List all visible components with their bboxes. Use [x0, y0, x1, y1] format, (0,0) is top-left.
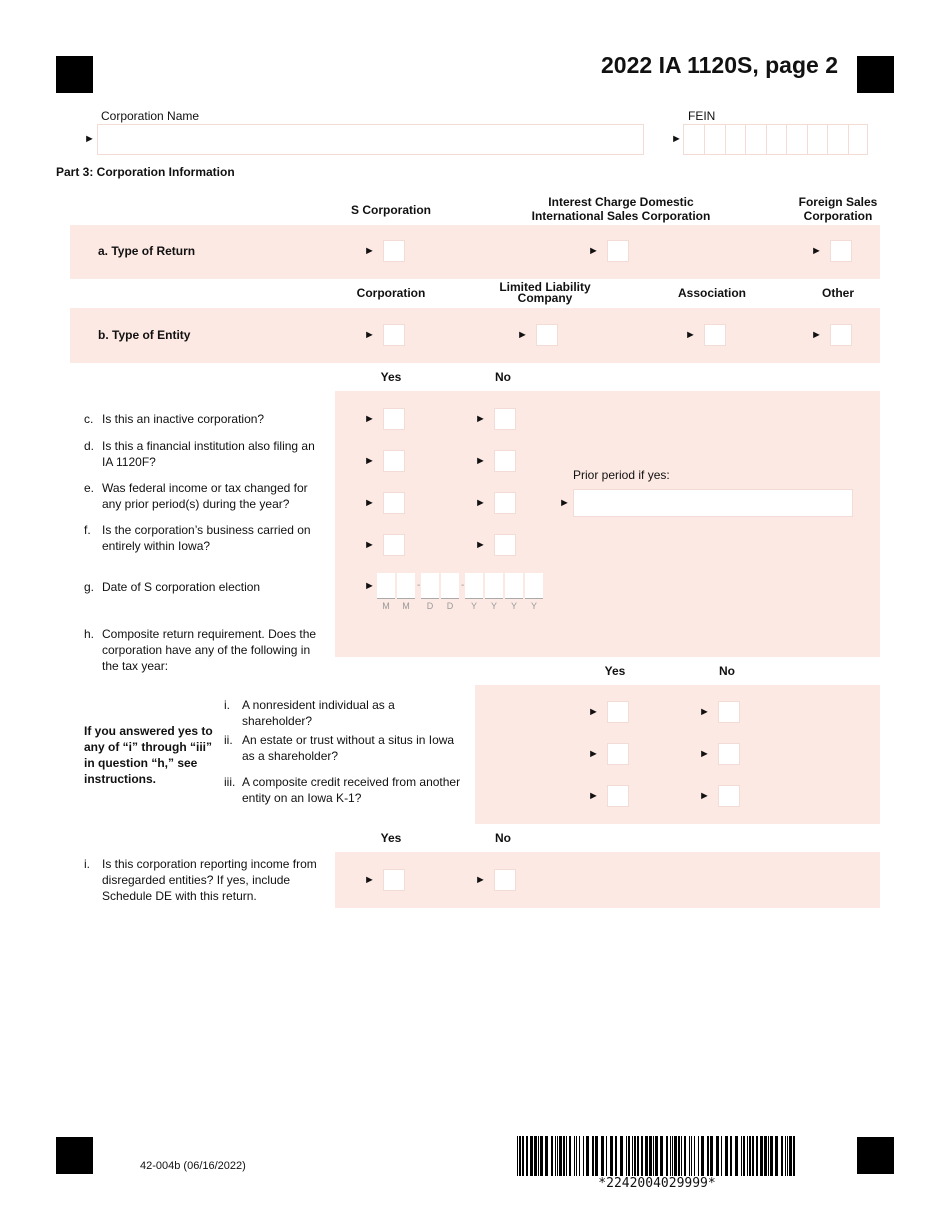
question-d-yes-checkbox[interactable] — [383, 450, 405, 472]
question-f-text: Is the corporation’s business carried on entirely within Iowa? — [102, 523, 311, 553]
arrow-icon: ► — [364, 874, 375, 886]
other-checkbox[interactable] — [830, 324, 852, 346]
question-c-text: Is this an inactive corporation? — [102, 412, 265, 426]
ic-disc-checkbox[interactable] — [607, 240, 629, 262]
question-e-text: Was federal income or tax changed for any prior period(s) during the year? — [102, 481, 308, 511]
composite-ii-no-checkbox[interactable] — [718, 743, 740, 765]
yes-header: Yes — [380, 831, 402, 845]
barcode-icon — [517, 1136, 797, 1176]
header-other: Other — [821, 286, 854, 300]
arrow-icon: ► — [364, 413, 375, 425]
date-digit-cell[interactable] — [441, 573, 459, 599]
corporation-name-input[interactable] — [97, 124, 644, 155]
question-e-number: e. — [84, 481, 95, 495]
foreign-sales-corporation-checkbox[interactable] — [830, 240, 852, 262]
composite-i-text: A nonresident individual as a shareholder? — [242, 698, 395, 728]
question-g-number: g. — [84, 580, 95, 594]
arrow-icon: ► — [811, 329, 822, 341]
date-digit-cell[interactable] — [485, 573, 503, 599]
registration-mark-top-left — [56, 56, 93, 93]
arrow-icon: ► — [671, 133, 682, 145]
question-d-text: Is this a financial institution also filing an IA 1120F? — [102, 439, 315, 469]
arrow-icon: ► — [84, 133, 95, 145]
date-digit-cell[interactable] — [505, 573, 523, 599]
arrow-icon: ► — [475, 413, 486, 425]
arrow-icon: ► — [685, 329, 696, 341]
question-f-no-checkbox[interactable] — [494, 534, 516, 556]
header-ic-disc: Interest Charge Domestic International Sales Corporation — [531, 195, 711, 223]
question-f-number: f. — [84, 523, 91, 537]
question-d-no-checkbox[interactable] — [494, 450, 516, 472]
composite-i-no-checkbox[interactable] — [718, 701, 740, 723]
question-i-yes-checkbox[interactable] — [383, 869, 405, 891]
page-title: 2022 IA 1120S, page 2 — [601, 52, 838, 78]
form-number: 42-004b (06/16/2022) — [140, 1160, 246, 1172]
composite-instructions-note: If you answered yes to any of “i” through “iii” in question “h,” see instructions. — [84, 724, 213, 786]
composite-iii-text: A composite credit received from another entity on an Iowa K-1? — [242, 775, 461, 805]
composite-ii-yes-checkbox[interactable] — [607, 743, 629, 765]
date-digit-cell[interactable] — [397, 573, 415, 599]
question-g-text: Date of S corporation election — [102, 580, 261, 594]
arrow-icon: ► — [811, 245, 822, 257]
composite-iii-number: iii. — [224, 775, 236, 789]
composite-i-number: i. — [224, 698, 230, 712]
type-of-entity-band — [70, 308, 880, 363]
question-e-no-checkbox[interactable] — [494, 492, 516, 514]
registration-mark-bottom-left — [56, 1137, 93, 1174]
arrow-icon: ► — [364, 329, 375, 341]
arrow-icon: ► — [517, 329, 528, 341]
fein-input[interactable] — [683, 124, 868, 155]
arrow-icon: ► — [699, 706, 710, 718]
question-e-yes-checkbox[interactable] — [383, 492, 405, 514]
arrow-icon: ► — [699, 748, 710, 760]
question-i-number: i. — [84, 857, 90, 871]
header-foreign-sales-corporation: Foreign Sales Corporation — [798, 195, 878, 223]
yes-header: Yes — [380, 370, 402, 384]
registration-mark-bottom-right — [857, 1137, 894, 1174]
arrow-icon: ► — [699, 790, 710, 802]
header-llc: Limited Liability Company — [499, 280, 591, 305]
arrow-icon: ► — [588, 706, 599, 718]
header-association: Association — [677, 286, 746, 300]
date-placeholder-year: Y — [470, 601, 477, 611]
composite-yes-header: Yes — [604, 664, 626, 678]
composite-i-yes-checkbox[interactable] — [607, 701, 629, 723]
composite-ii-text: An estate or trust without a situs in Iowa as a shareholder? — [242, 733, 455, 763]
no-header: No — [495, 370, 511, 384]
corporation-name-label: Corporation Name — [101, 109, 200, 123]
arrow-icon: ► — [475, 455, 486, 467]
composite-no-header: No — [719, 664, 735, 678]
arrow-icon: ► — [475, 874, 486, 886]
arrow-icon: ► — [364, 539, 375, 551]
question-f-yes-checkbox[interactable] — [383, 534, 405, 556]
header-s-corporation: S Corporation — [351, 203, 431, 217]
date-placeholder-month: M — [402, 601, 410, 611]
arrow-icon: ► — [475, 497, 486, 509]
arrow-icon: ► — [588, 245, 599, 257]
arrow-icon: ► — [364, 455, 375, 467]
date-digit-cell[interactable] — [421, 573, 439, 599]
corporation-checkbox[interactable] — [383, 324, 405, 346]
question-d-number: d. — [84, 439, 95, 453]
question-c-no-checkbox[interactable] — [494, 408, 516, 430]
date-placeholder-year: Y — [530, 601, 537, 611]
composite-iii-no-checkbox[interactable] — [718, 785, 740, 807]
prior-period-label: Prior period if yes: — [573, 468, 670, 482]
header-corporation: Corporation — [356, 286, 426, 300]
date-separator: - — [461, 580, 465, 591]
date-digit-cell[interactable] — [525, 573, 543, 599]
llc-checkbox[interactable] — [536, 324, 558, 346]
registration-mark-top-right — [857, 56, 894, 93]
date-digit-cell[interactable] — [377, 573, 395, 599]
no-header: No — [495, 831, 511, 845]
composite-iii-yes-checkbox[interactable] — [607, 785, 629, 807]
arrow-icon: ► — [588, 790, 599, 802]
barcode-text: *2242004029999* — [598, 1176, 716, 1191]
questions-band — [335, 391, 880, 657]
arrow-icon: ► — [364, 245, 375, 257]
composite-ii-number: ii. — [224, 733, 233, 747]
s-corporation-checkbox[interactable] — [383, 240, 405, 262]
fein-label: FEIN — [688, 109, 716, 123]
arrow-icon: ► — [588, 748, 599, 760]
type-of-entity-label: b. Type of Entity — [98, 328, 191, 342]
association-checkbox[interactable] — [704, 324, 726, 346]
date-separator: - — [417, 580, 421, 591]
arrow-icon: ► — [364, 580, 375, 592]
arrow-icon: ► — [559, 497, 570, 509]
date-placeholder-day: D — [426, 601, 434, 611]
arrow-icon: ► — [364, 497, 375, 509]
date-placeholder-year: Y — [490, 601, 497, 611]
question-i-text: Is this corporation reporting income from disregarded entities? If yes, include Schedule DE with this return. — [102, 857, 317, 903]
date-digit-cell[interactable] — [465, 573, 483, 599]
question-h-text: Composite return requirement. Does the corporation have any of the following in the tax year: — [102, 627, 317, 673]
type-of-return-label: a. Type of Return — [98, 244, 196, 258]
question-h-number: h. — [84, 627, 95, 641]
date-placeholder-year: Y — [510, 601, 517, 611]
question-c-yes-checkbox[interactable] — [383, 408, 405, 430]
question-i-no-checkbox[interactable] — [494, 869, 516, 891]
date-placeholder-day: D — [446, 601, 454, 611]
question-c-number: c. — [84, 412, 94, 426]
date-placeholder-month: M — [382, 601, 390, 611]
part-3-heading: Part 3: Corporation Information — [56, 165, 235, 179]
prior-period-input[interactable] — [573, 489, 853, 517]
composite-band — [475, 685, 880, 824]
question-i-band — [335, 852, 880, 908]
arrow-icon: ► — [475, 539, 486, 551]
